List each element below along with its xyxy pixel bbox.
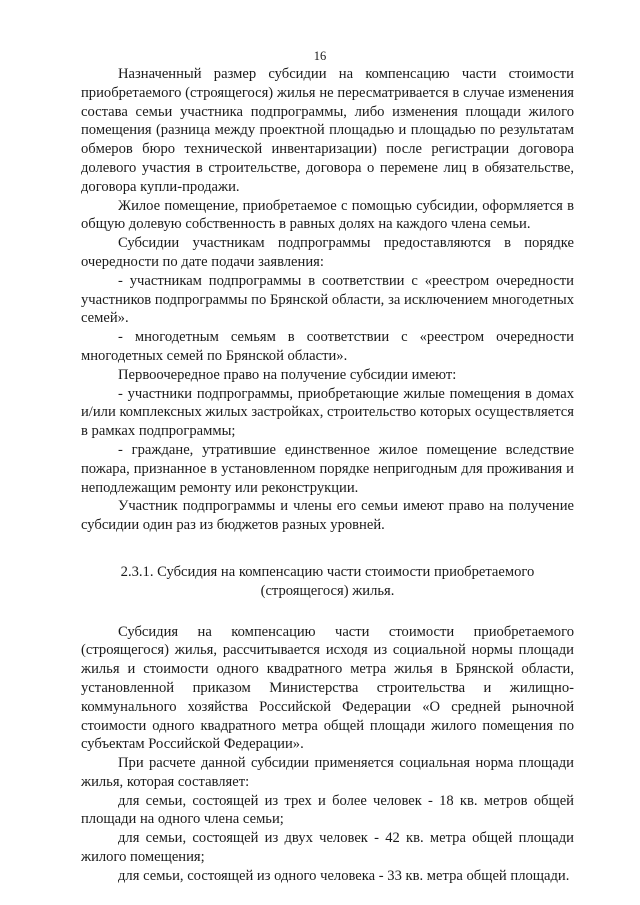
section-heading-line: (строящегося) жилья. <box>260 582 395 599</box>
list-item: - многодетным семьям в соответствии с «реестром очередности многодетных семей по Брянской области». <box>81 329 574 364</box>
paragraph: Первоочередное право на получение субсидии имеют: <box>118 366 457 383</box>
paragraph: Субсидии участникам подпрограммы предоставляются в порядке очередности по дате подачи заявления: <box>81 235 574 270</box>
page-number: 16 <box>313 49 327 63</box>
list-item: - участникам подпрограммы в соответствии с «реестром очередности участников подпрограммы по Брянской области, за исключением многодетных семей». <box>81 272 574 327</box>
paragraph: При расчете данной субсидии применяется социальная норма площади жилья, которая составляет: <box>81 755 574 790</box>
paragraph: Жилое помещение, приобретаемое с помощью субсидии, оформляется в общую долевую собственность в равных долях на каждого члена семьи. <box>81 197 574 233</box>
paragraph: Назначенный размер субсидии на компенсацию части стоимости приобретаемого (строящегося) жилья не пересматривается в случае изменения состава семьи участника подпрограммы, либо изменения площади жилого помещения (разница между проектной площадью и площадью по результатам обмеров бюро технической инвентаризации) после регистрации договора долевого участия в строительстве, договора о перемене лиц в обязательстве, договора купли-продажи. <box>81 66 574 195</box>
list-item: для семьи, состоящей из трех и более человек - 18 кв. метров общей площади на одного члена семьи; <box>81 792 574 828</box>
paragraph: Субсидия на компенсацию части стоимости приобретаемого (строящегося) жилья, рассчитывается исходя из социальной нормы площади жилья и стоимости одного квадратного метра жилья в Брянской области, установленной приказом Министерства строительства и жилищно-коммунального хозяйства Российской Федерации «О средней рыночной стоимости одного квадратного метра общей площади жилого помещения по субъектам Российской Федерации». <box>81 623 574 753</box>
section-heading <box>81 563 574 601</box>
list-item: для семьи, состоящей из двух человек - 42 кв. метра общей площади жилого помещения; <box>81 830 574 866</box>
list-item: - граждане, утратившие единственное жилое помещение вследствие пожара, признанное в установленном порядке непригодным для проживания и неподлежащим ремонту или реконструкции. <box>81 441 574 496</box>
list-item: - участники подпрограммы, приобретающие жилые помещения в домах и/или комплексных жилых застройках, строительство которых осуществляется в рамках подпрограммы; <box>81 385 574 440</box>
section-heading-line: 2.3.1. Субсидия на компенсацию части стоимости приобретаемого <box>120 563 535 580</box>
paragraph: Участник подпрограммы и члены его семьи имеют право на получение субсидии один раз из бюджетов разных уровней. <box>81 498 574 534</box>
document-body <box>81 65 574 886</box>
list-item: для семьи, состоящей из одного человека - 33 кв. метра общей площади. <box>118 867 570 884</box>
